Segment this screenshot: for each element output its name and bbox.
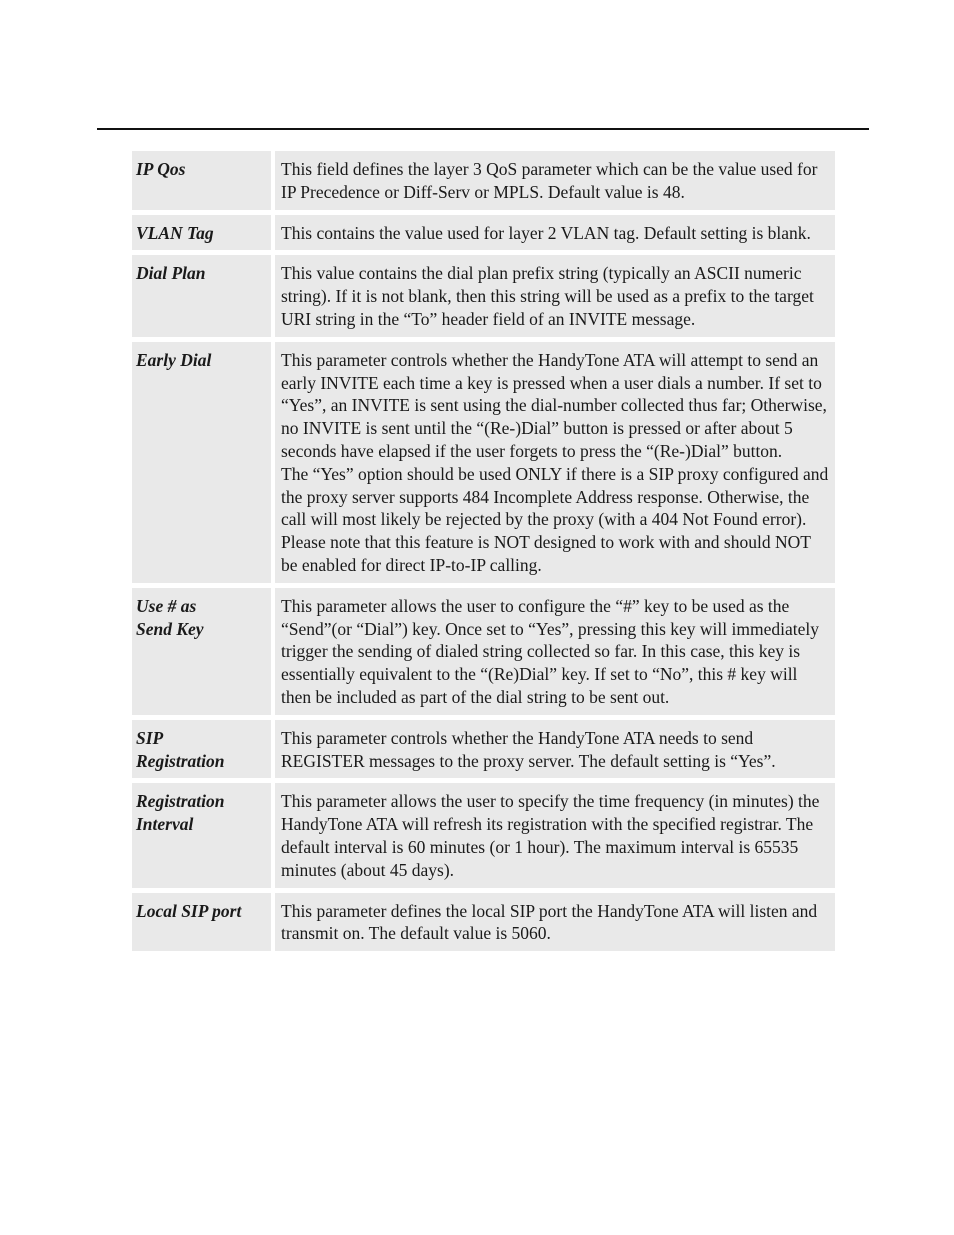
param-desc-cell [275,151,835,210]
param-desc-cell [275,783,835,887]
table-row-vlan-tag [132,215,835,251]
param-desc-cell [275,720,835,779]
table-row-ip-qos [132,151,835,210]
param-desc: This contains the value used for layer 2 VLAN tag. Default setting is blank. [281,222,811,243]
param-name-cell [132,893,275,952]
param-name: Local SIP port [136,900,242,921]
param-name: Registration [136,750,225,771]
table-row-local-sip-port [132,893,835,952]
param-name-cell [132,255,275,336]
param-desc-cell [275,588,835,715]
param-name-cell [132,342,275,583]
param-name: VLAN Tag [136,222,214,243]
param-name: Dial Plan [136,263,206,284]
param-desc: This parameter allows the user to configure the “#” key to be used as the “Send”(or “Dial”) key. Once set to “Yes”, pressing this key will immediately trigger the sending of dialed string collected so far. In this case, this key is essentially equivalent to the “(Re)Dial” key. If set to “No”, this # key will then be included as part of the dial string to be sent out. [281,595,819,707]
param-name: Interval [136,814,194,835]
param-desc: The “Yes” option should be used ONLY if there is a SIP proxy configured and the proxy server supports 484 Incomplete Address response. Otherwise, the call will most likely be rejected by the proxy (with a 404 Not Found error). [281,463,829,530]
parameter-table [132,146,835,956]
param-desc: This parameter controls whether the HandyTone ATA will attempt to send an early INVITE each time a key is pressed when a user dials a number. If set to “Yes”, an INVITE is sent using the dial-number collected thus far; Otherwise, no INVITE is sent until the “(Re-)Dial” button is pressed or after about 5 seconds have elapsed if the user forgets to press the “(Re-)Dial” button. [281,349,827,461]
param-name-cell [132,588,275,715]
table-row-dial-plan [132,255,835,336]
param-name-cell [132,783,275,887]
param-desc: This parameter defines the local SIP port the HandyTone ATA will listen and transmit on. The default value is 5060. [281,900,818,944]
parameter-table-body [132,151,835,951]
param-desc: This parameter allows the user to specify the time frequency (in minutes) the HandyTone ATA will refresh its registration with the specified registrar. The default interval is 60 minutes (or 1 hour). The maximum interval is 65535 minutes (about 45 days). [281,791,820,880]
table-row-sip-registration [132,720,835,779]
param-name-cell [132,720,275,779]
param-desc-cell [275,215,835,251]
param-name: IP Qos [136,159,186,179]
table-row-use-hash-as-send-key [132,588,835,715]
table-row-early-dial [132,342,835,583]
param-name-cell [132,215,275,251]
param-desc-cell [275,342,835,583]
param-desc: This value contains the dial plan prefix string (typically an ASCII numeric string). If it is not blank, then this string will be used as a prefix to the target URI string in the “To” header field of an INVITE message. [281,263,814,329]
param-name: Early Dial [136,349,212,370]
param-desc: This parameter controls whether the HandyTone ATA needs to send REGISTER messages to the proxy server. The default setting is “Yes”. [281,727,776,771]
param-desc-cell [275,255,835,336]
param-name: Use # as [136,595,197,616]
param-name: Send Key [136,618,204,639]
param-desc: This field defines the layer 3 QoS parameter which can be the value used for IP Precedence or Diff-Serv or MPLS. Default value is 48. [281,159,818,202]
param-name: Registration [136,791,225,812]
table-row-registration-interval [132,783,835,887]
param-desc: Please note that this feature is NOT designed to work with and should NOT be enabled for direct IP-to-IP calling. [281,532,811,575]
param-name-cell [132,151,275,210]
param-desc-cell [275,893,835,952]
header-rule [97,128,869,130]
param-name: SIP [136,727,164,748]
